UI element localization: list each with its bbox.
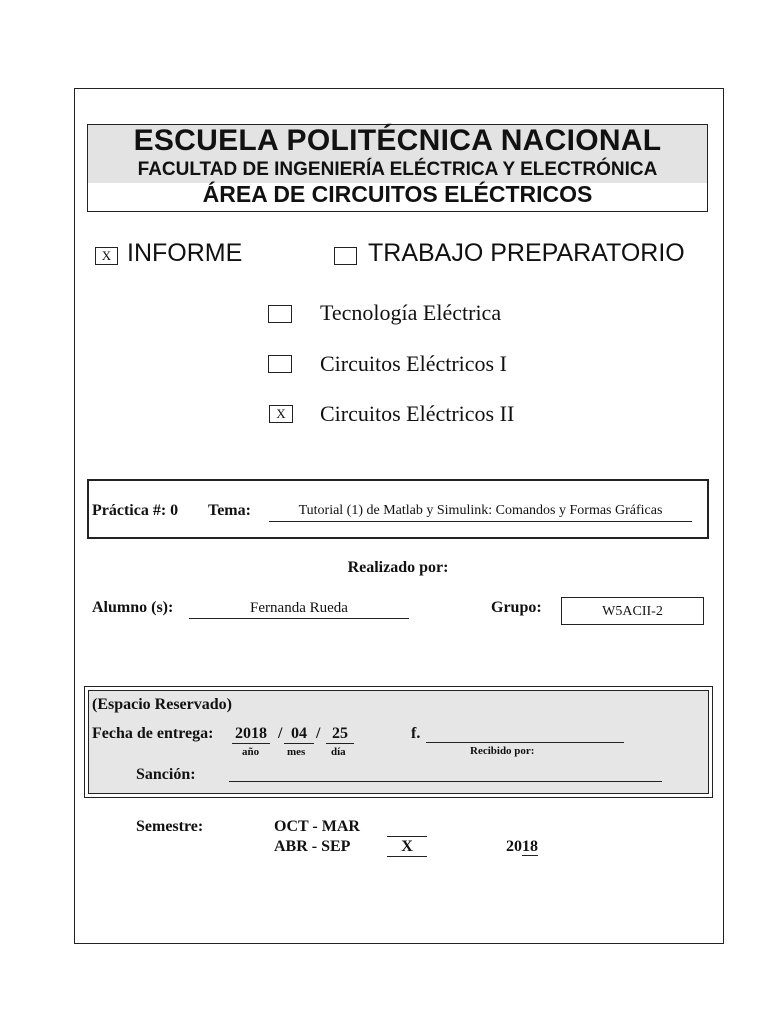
- delivery-day-field[interactable]: 25: [326, 725, 354, 744]
- subject-label-circuitos-1: Circuitos Eléctricos I: [320, 351, 507, 376]
- delivery-year-field[interactable]: 2018: [232, 725, 270, 744]
- reserved-space-inner: [88, 690, 709, 794]
- subject-label-circuitos-2: Circuitos Eléctricos II: [320, 401, 515, 426]
- reserved-space-box: [84, 686, 713, 798]
- trabajo-preparatorio-checkbox[interactable]: [334, 247, 357, 265]
- month-caption: mes: [287, 746, 306, 758]
- student-name-field[interactable]: Fernanda Rueda: [189, 600, 409, 619]
- delivery-month-field[interactable]: 04: [284, 725, 314, 744]
- semester-year: [506, 838, 538, 856]
- delivery-date-label: Fecha de entrega:: [92, 725, 214, 742]
- date-separator-1: /: [278, 725, 283, 742]
- year-caption: año: [242, 746, 260, 758]
- student-label: Alumno (s):: [92, 599, 174, 616]
- institution-title: ESCUELA POLITÉCNICA NACIONAL: [133, 124, 662, 157]
- semester-year-field[interactable]: 18: [522, 838, 538, 855]
- semester-mark-oct-mar[interactable]: [387, 818, 427, 837]
- semester-mark-abr-sep[interactable]: X: [387, 838, 427, 857]
- informe-checkbox[interactable]: X: [95, 247, 118, 265]
- group-label: Grupo:: [491, 599, 542, 616]
- faculty-title: FACULTAD DE INGENIERÍA ELÉCTRICA Y ELECTRÓNICA: [137, 159, 658, 180]
- realizado-por-heading: Realizado por:: [347, 559, 449, 576]
- received-by-caption: Recibido por:: [470, 745, 535, 757]
- area-title: ÁREA DE CIRCUITOS ELÉCTRICOS: [202, 181, 593, 207]
- date-separator-2: /: [316, 725, 321, 742]
- header-box: [87, 124, 708, 212]
- practice-box: [87, 479, 709, 539]
- semester-year-prefix: 20: [506, 838, 522, 855]
- trabajo-preparatorio-label: TRABAJO PREPARATORIO: [368, 239, 685, 267]
- semester-option-oct-mar: OCT - MAR: [274, 818, 360, 835]
- sanction-label: Sanción:: [136, 766, 196, 783]
- practice-number: Práctica #: 0: [92, 502, 179, 519]
- group-field[interactable]: W5ACII-2: [561, 597, 704, 625]
- signature-line[interactable]: [426, 742, 624, 743]
- semester-option-abr-sep: ABR - SEP: [274, 838, 351, 855]
- topic-label: Tema:: [208, 502, 251, 519]
- day-caption: día: [331, 746, 346, 758]
- subject-checkbox-tecnologia[interactable]: [268, 305, 292, 323]
- subject-label-tecnologia: Tecnología Eléctrica: [320, 300, 502, 325]
- subject-checkbox-circuitos-2[interactable]: X: [269, 405, 293, 423]
- subject-checkbox-circuitos-1[interactable]: [268, 355, 292, 373]
- semester-label: Semestre:: [136, 818, 204, 835]
- signature-label: f.: [411, 725, 421, 742]
- informe-label: INFORME: [127, 239, 243, 267]
- topic-field[interactable]: Tutorial (1) de Matlab y Simulink: Comandos y Formas Gráficas: [269, 503, 692, 522]
- sanction-line[interactable]: [229, 781, 662, 782]
- reserved-title: (Espacio Reservado): [92, 696, 232, 713]
